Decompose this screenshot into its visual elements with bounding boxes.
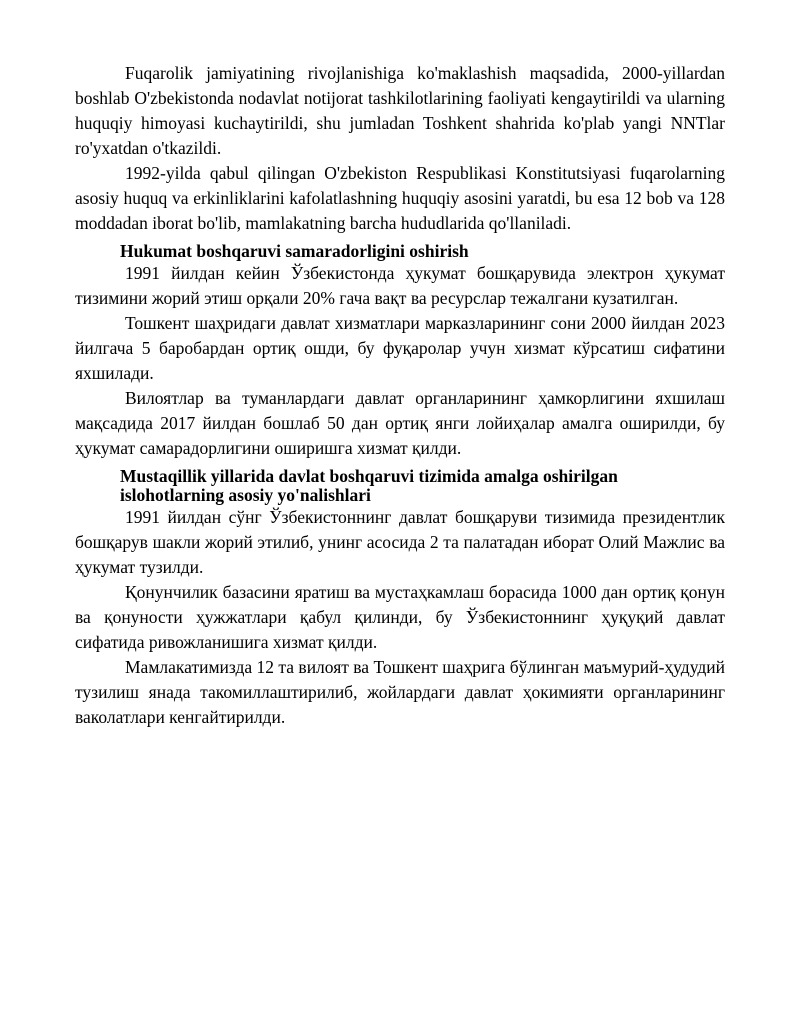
paragraph-regional-projects: Вилоятлар ва туманлардаги давлат органларининг ҳамкорлигини яхшилаш мақсадида 2017 йилдан бошлаб 50 дан ортиқ янги лойиҳалар амалга оширилди, бу ҳукумат самарадорлигини оширишга хизмат қилди.: [75, 388, 725, 458]
paragraph-ngo-development: Fuqarolik jamiyatining rivojlanishiga ko'maklashish maqsadida, 2000-yillardan boshlab O'zbekistonda nodavlat notijorat tashkilotlarining faoliyati kengaytirildi va ularning huquqiy himoyasi kuchaytirildi, shu jumladan Toshkent shahrida ko'plab yangi NNTlar ro'yxatdan o'tkazildi.: [75, 63, 725, 158]
paragraph-presidential-system: 1991 йилдан сўнг Ўзбекистоннинг давлат бошқаруви тизимида президентлик бошқарув шакли жорий этилиб, унинг асосида 2 та палатадан иборат Олий Мажлис ва ҳукумат тузилди.: [75, 507, 725, 577]
paragraph-service-centers: Тошкент шаҳридаги давлат хизматлари марказларининг сони 2000 йилдан 2023 йилгача 5 баробардан ортиқ ошди, бу фуқаролар учун хизмат кўрсатиш сифатини яхшилади.: [75, 313, 725, 383]
paragraph-administrative-division: Мамлакатимизда 12 та вилоят ва Тошкент шаҳрига бўлинган маъмурий-ҳудудий тузилиш янада такомиллаштирилиб, жойлардаги давлат ҳокимияти органларининг ваколатлари кенгайтирилди.: [75, 657, 725, 727]
section-heading-reform-directions: Mustaqillik yillarida davlat boshqaruvi tizimida amalga oshirilgan islohotlarning asosiy yo'nalishlari: [120, 466, 618, 505]
document-body: [75, 61, 725, 730]
section-heading-government-efficiency: Hukumat boshqaruvi samaradorligini oshirish: [120, 241, 469, 261]
paragraph-e-government: 1991 йилдан кейин Ўзбекистонда ҳукумат бошқарувида электрон ҳукумат тизимини жорий этиш орқали 20% гача вақт ва ресурслар тежалгани кузатилган.: [75, 263, 725, 308]
paragraph-legislation: Қонунчилик базасини яратиш ва мустаҳкамлаш борасида 1000 дан ортиқ қонун ва қонуности ҳужжатлари қабул қилинди, бу Ўзбекистоннинг ҳуқуқий давлат сифатида ривожланишига хизмат қилди.: [75, 582, 725, 652]
paragraph-constitution-1992: 1992-yilda qabul qilingan O'zbekiston Respublikasi Konstitutsiyasi fuqarolarning asosiy huquq va erkinliklarini kafolatlashning huquqiy asosini yaratdi, bu esa 12 bob va 128 moddadan iborat bo'lib, mamlakatning barcha hududlarida qo'llaniladi.: [75, 163, 725, 233]
